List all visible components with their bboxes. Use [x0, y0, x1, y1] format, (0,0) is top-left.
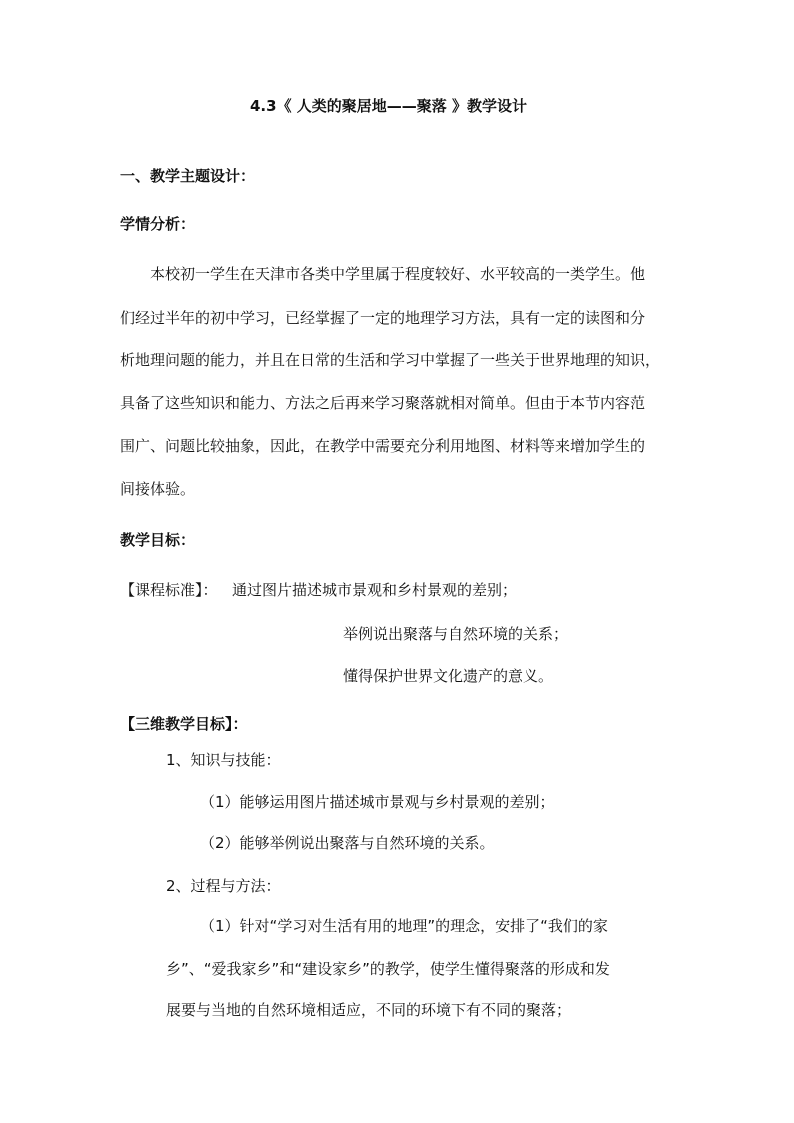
heading-teaching-goals: 教学目标： — [120, 531, 196, 549]
page-title: 4.3《 人类的聚居地——聚落 》教学设计 — [250, 97, 528, 115]
paragraph-line: 们经过半年的初中学习，已经掌握了一定的地理学习方法，具有一定的读图和分 — [120, 309, 646, 327]
process-item-line: 展要与当地的自然环境相适应，不同的环境下有不同的聚落； — [166, 1001, 572, 1019]
knowledge-item: （2）能够举例说出聚落与自然环境的关系。 — [200, 834, 495, 852]
curriculum-standard-item: 举例说出聚落与自然环境的关系； — [343, 625, 569, 643]
heading-student-analysis: 学情分析： — [120, 215, 196, 233]
curriculum-standard-label: 【课程标准】： — [120, 581, 218, 599]
section-heading-teaching-theme: 一、教学主题设计： — [120, 167, 256, 185]
heading-three-dimensional-goals: 【三维教学目标】： — [120, 715, 248, 733]
paragraph-line: 析地理问题的能力，并且在日常的生活和学习中掌握了一些关于世界地理的知识， — [120, 351, 661, 369]
paragraph-line: 间接体验。 — [120, 480, 196, 498]
process-item-line: （1）针对“学习对生活有用的地理”的理念，安排了“我们的家 — [200, 917, 608, 935]
knowledge-skills-heading: 1、知识与技能： — [166, 751, 281, 769]
process-item-line: 乡”、“爱我家乡”和“建设家乡”的教学，使学生懂得聚落的形成和发 — [166, 960, 610, 978]
paragraph-line: 具备了这些知识和能力、方法之后再来学习聚落就相对简单。但由于本节内容范 — [120, 394, 646, 412]
curriculum-standard-item: 懂得保护世界文化遗产的意义。 — [343, 667, 554, 685]
paragraph-line: 围广、问题比较抽象，因此，在教学中需要充分利用地图、材料等来增加学生的 — [120, 437, 646, 455]
knowledge-item: （1）能够运用图片描述城市景观与乡村景观的差别； — [200, 793, 555, 811]
curriculum-standard-item: 通过图片描述城市景观和乡村景观的差别； — [232, 581, 518, 599]
process-methods-heading: 2、过程与方法： — [166, 877, 281, 895]
paragraph-line: 本校初一学生在天津市各类中学里属于程度较好、水平较高的一类学生。他 — [150, 265, 646, 283]
